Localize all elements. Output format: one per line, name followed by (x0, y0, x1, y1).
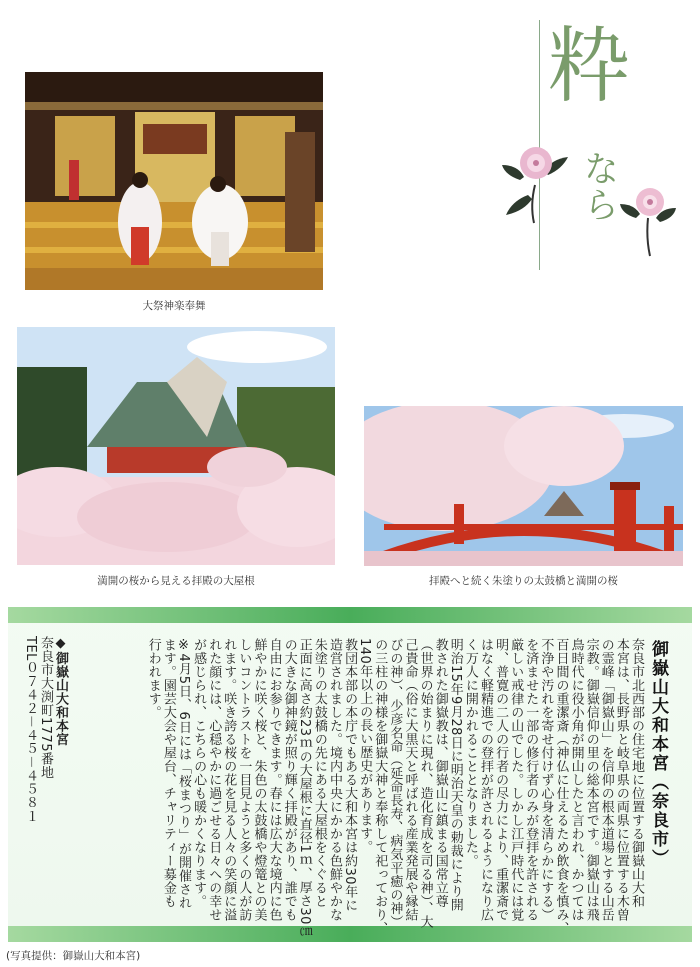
address-name: ◆御嶽山大和本宮 (53, 636, 68, 746)
article-column: 厳しい戒律の山でした。しかし江戸時代には覚 (508, 638, 524, 922)
flower-illustration-bottom (618, 178, 678, 258)
article-column: 教団本部の本庁でもある大和本宮は約30年に (342, 638, 358, 913)
shrine-roof-photo (17, 327, 335, 565)
article-column: はなく軽精進での登拝が許されるようになり広 (478, 638, 493, 922)
photo-credit: (写真提供：御嶽山大和本宮) (6, 950, 141, 962)
article-column: 正面に高さ約23ｍの大屋根に直径1ｍ、厚さ30㎝ (296, 638, 312, 939)
article-column: 鳥時代に役小角が開山したと言われ、かつては (568, 638, 584, 922)
kagura-dance-photo (25, 72, 323, 290)
article-column: 造営されました。境内中央にかかる色鮮やかな (327, 638, 342, 922)
photo2-caption: 満開の桜から見える拝殿の大屋根 (97, 575, 255, 587)
article-title: 御嶽山大和本宮（奈良市） (648, 640, 668, 868)
article-column: ます。園芸大会や屋台、チャリティー募金も (160, 638, 176, 908)
article-column: 百日間の重潔斎（神仏に仕えるため飲食を慎み、 (553, 638, 569, 935)
article-column: 行われます。 (145, 638, 161, 719)
article-column: しいコントラストを一目見ようと多くの人が訪 (236, 638, 252, 922)
article-column: の大きな御神鏡が照り輝く拝殿があり、誰でも (281, 638, 297, 922)
drum-bridge-photo (364, 406, 683, 566)
article-column: の霊峰「御嶽山」を信仰の根本道場とする山岳 (598, 638, 614, 922)
photo1-caption: 大祭神楽奉舞 (142, 300, 206, 312)
panel-bottom-bar (8, 926, 692, 942)
article-column: （世界の始まりに現れ、造化育成を司る神）、大 (417, 638, 433, 929)
photo3-caption: 拝殿へと続く朱塗りの太鼓橋と満開の桜 (429, 575, 618, 587)
article-column: 己貴命（俗に大黒天と呼ばれる産業発展や縁結 (402, 638, 418, 922)
panel-top-bar (8, 607, 692, 623)
article-column: 朱塗りの太鼓橋の先にある大屋根をくぐると (311, 638, 327, 908)
article-column: 明、普寛の二人の行者の尽力により、重潔斎で (493, 638, 509, 922)
article-column: 教された御嶽教は、御嶽山に鎮まる国常立尊 (432, 638, 448, 908)
article-column: く万人に開かれることとなりました。 (462, 638, 478, 868)
article-column: 鮮やかに咲く桜と、朱色の太鼓橋や燈篭との美 (251, 638, 267, 922)
article-column: を済ませた一部の修行者のみが登拝を許される (523, 638, 539, 922)
article-column: 明治15年9月28日に明治天皇の勅裁により開 (447, 638, 463, 912)
article-column: 奈良市北西部の住宅地に位置する御嶽山大和 (629, 638, 644, 908)
article-column: れます。咲き誇る桜の花を見る人々の笑顔に溢 (221, 638, 237, 922)
flower-illustration-top (500, 135, 570, 225)
article-column: が感じられ、こちらの心も暖かくなります。 (191, 638, 207, 908)
article-column: 本宮は、長野県と岐阜県の両県に位置する木曽 (613, 638, 629, 922)
article-column: ※4月5日、6日には「桜まつり」が開催され (176, 638, 191, 910)
brand-title: 粋 (548, 19, 631, 114)
article-column: 不浄や汚れを寄せ付けず心身を清らかにする） (538, 638, 554, 922)
address-line: 奈良市大渕町1775番地 (38, 636, 53, 780)
address-tel: TEL０７４２－４５－４５８１ (23, 636, 38, 823)
article-column: れた顔には、心穏やかに過ごせる日々への幸せ (206, 638, 222, 922)
article-column: 自由にお参りできます。春には広大な境内に色 (266, 638, 282, 922)
article-column: 140年以上の長い歴史があります。 (357, 638, 373, 854)
article-column: の三柱の神様を御嶽大神と奉称して祀っており、 (372, 638, 388, 935)
article-column: 宗教。御嶽信仰の里の総本宮です。御嶽山は飛 (583, 638, 599, 922)
brand-subtitle: なら (578, 150, 619, 222)
article-column: びの神）、少彦名命（延命長寿、病気平癒の神） (387, 638, 403, 929)
